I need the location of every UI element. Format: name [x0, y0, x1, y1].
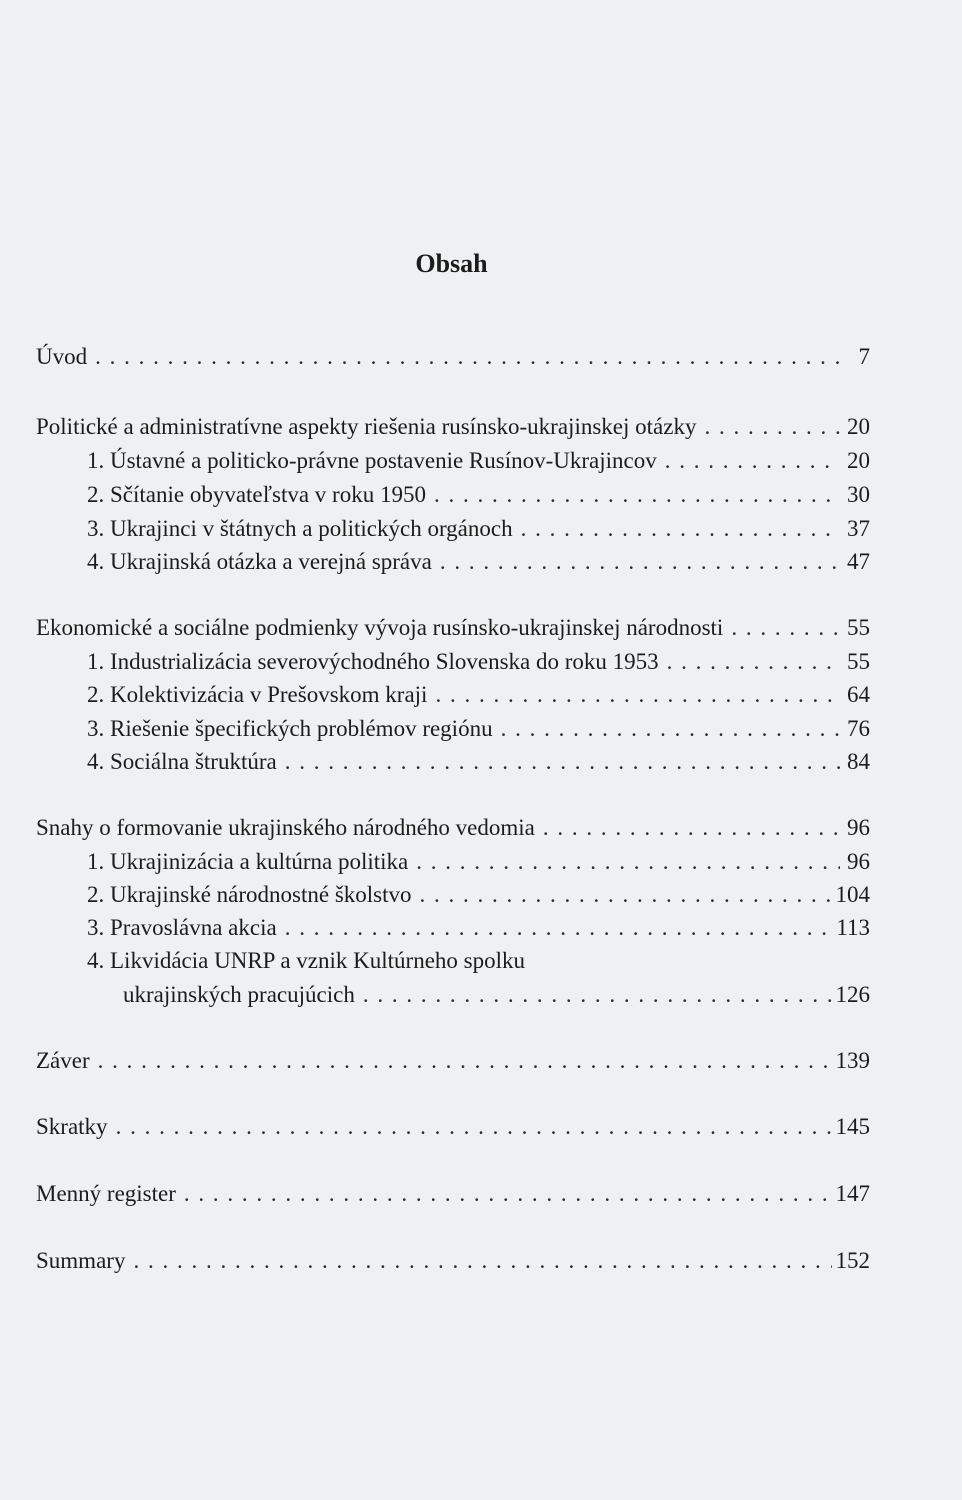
toc-entry-section-1-1[interactable]: [87, 445, 870, 477]
toc-entry-summary[interactable]: [36, 1245, 870, 1277]
leader-dots: [432, 546, 840, 578]
toc-entry-page: 139: [832, 1045, 871, 1077]
leader-dots: [659, 646, 840, 678]
toc-entry-section-2-2[interactable]: [87, 679, 870, 711]
leader-dots: [277, 746, 840, 778]
toc-entry-label: 2. Kolektivizácia v Prešovskom kraji: [87, 682, 428, 707]
leader-dots: [535, 812, 840, 844]
toc-entry-section-3-4[interactable]: [87, 945, 870, 977]
toc-entry-page: 37: [840, 513, 870, 545]
toc-entry-section-2-1[interactable]: [87, 646, 870, 678]
toc-entry-page: 104: [832, 879, 871, 911]
toc-entry-section-2-3[interactable]: [87, 713, 870, 745]
toc-entry-page: 147: [832, 1178, 871, 1210]
toc-entry-page: 152: [832, 1245, 871, 1277]
leader-dots: [277, 912, 833, 944]
toc-entry-label: 2. Ukrajinské národnostné školstvo: [87, 882, 412, 907]
toc-entry-section-3-4-continuation[interactable]: [123, 979, 870, 1011]
leader-dots: [90, 1045, 832, 1077]
toc-entry-label: 3. Pravoslávna akcia: [87, 915, 277, 940]
toc-entry-page: 55: [840, 646, 870, 678]
toc-entry-label: 1. Industrializácia severovýchodného Slovenska do roku 1953: [87, 649, 659, 674]
toc-entry-page: 96: [840, 846, 870, 878]
leader-dots: [723, 612, 840, 644]
toc-entry-section-3-2[interactable]: [87, 879, 870, 911]
toc-entry-label: 1. Ukrajinizácia a kultúrna politika: [87, 849, 409, 874]
toc-entry-label: 3. Riešenie špecifických problémov regiónu: [87, 716, 493, 741]
leader-dots: [493, 713, 840, 745]
leader-dots: [355, 979, 832, 1011]
toc-entry-section-1-4[interactable]: [87, 546, 870, 578]
leader-dots: [412, 879, 832, 911]
toc-entry-chapter-3[interactable]: [36, 812, 870, 844]
leader-dots: [108, 1111, 832, 1143]
toc-entry-label: Politické a administratívne aspekty riešenia rusínsko-ukrajinskej otázky: [36, 414, 697, 439]
toc-entry-label: Snahy o formovanie ukrajinského národného vedomia: [36, 815, 535, 840]
toc-entry-section-1-2[interactable]: [87, 479, 870, 511]
toc-entry-page: 30: [840, 479, 870, 511]
toc-entry-page: 96: [840, 812, 870, 844]
toc-entry-page: 20: [840, 411, 870, 443]
toc-entry-page: 7: [840, 341, 870, 373]
toc-entry-label: 4. Likvidácia UNRP a vznik Kultúrneho spolku: [87, 948, 525, 973]
toc-entry-label: Úvod: [36, 344, 88, 369]
toc-entry-label: Záver: [36, 1048, 90, 1073]
toc-entry-section-3-1[interactable]: [87, 846, 870, 878]
toc-entry-label: 4. Sociálna štruktúra: [87, 749, 277, 774]
toc-entry-chapter-2[interactable]: [36, 612, 870, 644]
toc-entry-page: 76: [840, 713, 870, 745]
leader-dots: [426, 479, 840, 511]
toc-entry-label: Ekonomické a sociálne podmienky vývoja rusínsko-ukrajinskej národnosti: [36, 615, 724, 640]
toc-entry-page: 64: [840, 679, 870, 711]
leader-dots: [657, 445, 840, 477]
toc-entry-page: 84: [840, 746, 870, 778]
leader-dots: [513, 513, 840, 545]
toc-entry-uvod[interactable]: [36, 341, 870, 373]
toc-entry-label-line2: ukrajinských pracujúcich: [123, 982, 355, 1007]
toc-entry-label: 2. Sčítanie obyvateľstva v roku 1950: [87, 482, 426, 507]
leader-dots: [408, 846, 840, 878]
toc-entry-chapter-1[interactable]: [36, 411, 870, 443]
toc-entry-page: 55: [840, 612, 870, 644]
toc-entry-label: Menný register: [36, 1181, 176, 1206]
toc-entry-page: 113: [832, 912, 870, 944]
toc-entry-skratky[interactable]: [36, 1111, 870, 1143]
toc-entry-label: 1. Ústavné a politicko-právne postavenie Rusínov-Ukrajincov: [87, 448, 657, 473]
toc-entry-zaver[interactable]: [36, 1045, 870, 1077]
toc-entry-label: 4. Ukrajinská otázka a verejná správa: [87, 549, 432, 574]
toc-entry-section-1-3[interactable]: [87, 513, 870, 545]
toc-entry-section-3-3[interactable]: [87, 912, 870, 944]
toc-entry-section-2-4[interactable]: [87, 746, 870, 778]
toc-entry-menny-register[interactable]: [36, 1178, 870, 1210]
leader-dots: [87, 341, 840, 373]
toc-entry-page: 126: [832, 979, 871, 1011]
leader-dots: [427, 679, 840, 711]
toc-entry-page: 47: [840, 546, 870, 578]
toc-entry-label: Skratky: [36, 1114, 108, 1139]
toc-title: Obsah: [415, 249, 488, 278]
toc-entry-page: 20: [840, 445, 870, 477]
leader-dots: [696, 411, 840, 443]
toc-entry-label: Summary: [36, 1248, 126, 1273]
toc-entry-label: 3. Ukrajinci v štátnych a politických orgánoch: [87, 516, 513, 541]
toc-entry-page: 145: [832, 1111, 871, 1143]
leader-dots: [176, 1178, 832, 1210]
leader-dots: [125, 1245, 831, 1277]
